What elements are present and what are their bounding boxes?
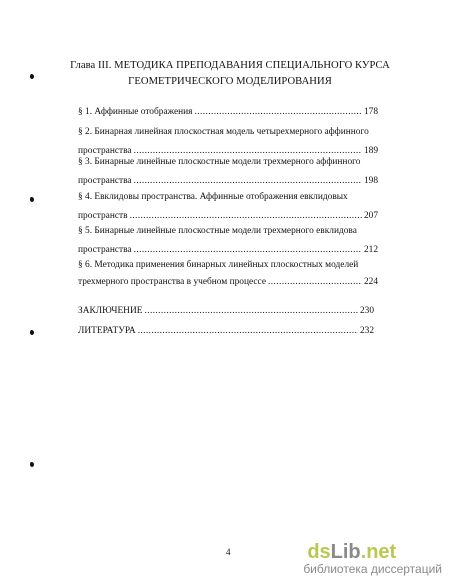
section-page-number: 230 [359,306,374,316]
toc-leader [144,304,357,318]
toc-leader [194,105,361,119]
section-page-number: 232 [359,326,374,336]
toc-entry [78,224,378,257]
toc-entry [78,125,378,158]
toc-entry [78,155,378,188]
toc-section [78,324,374,338]
toc-entry-title: § 3. Бинарные линейные плоскостные модели трехмерного аффинного [78,157,361,167]
toc-page-number: 198 [363,176,378,186]
punch-hole-mark [30,74,34,79]
toc-leader [268,275,362,289]
toc-entry-title: § 1. Аффинные отображения [78,107,193,117]
punch-hole-mark [30,330,34,335]
toc-entry-title-cont: пространства [78,245,132,255]
toc-page-number: 212 [363,245,378,255]
toc-page-number: 207 [363,211,378,221]
chapter-title-line2: ГЕОМЕТРИЧЕСКОГО МОДЕЛИРОВАНИЯ [128,76,332,87]
section-label: ЗАКЛЮЧЕНИЕ [78,306,143,316]
toc-page-number: 224 [363,277,378,287]
dslib-caption: библиотека диссертаций [303,562,442,576]
section-label: ЛИТЕРАТУРА [78,326,136,336]
punch-hole-mark [30,197,34,202]
toc-entry-title: § 5. Бинарные линейные плоскостные модели трехмерного евклидова [78,226,357,236]
toc-entry-title-cont: трехмерного пространства в учебном процессе [78,277,266,287]
toc-entry-title-cont: пространства [78,176,132,186]
toc-entry-title-cont: пространства [78,146,132,156]
toc-entry [78,105,378,119]
toc-entry-title: § 6. Методика применения бинарных линейных плоскостных моделей [78,260,359,270]
toc-entry [78,258,378,289]
chapter-title [60,58,400,90]
toc-entry [78,190,378,223]
toc-leader [134,243,362,257]
toc-leader [130,209,362,223]
dslib-watermark[interactable] [303,541,442,576]
toc-leader [138,324,358,338]
toc-page-number: 178 [363,107,378,117]
page-number: 4 [226,547,231,557]
toc-entry-title-cont: пространств [78,211,128,221]
toc-section [78,304,374,318]
chapter-title-line1: Глава III. МЕТОДИКА ПРЕПОДАВАНИЯ СПЕЦИАЛЬНОГО КУРСА [70,60,390,71]
toc-leader [134,174,362,188]
toc-entry-title: § 4. Евклидовы пространства. Аффинные отображения евклидовых [78,192,348,202]
toc-entry-title: § 2. Бинарная линейная плоскостная модель четырехмерного аффинного [78,127,369,137]
toc-page-number: 189 [363,146,378,156]
punch-hole-mark [30,462,34,467]
dslib-logo: dsLib.net [307,541,397,563]
